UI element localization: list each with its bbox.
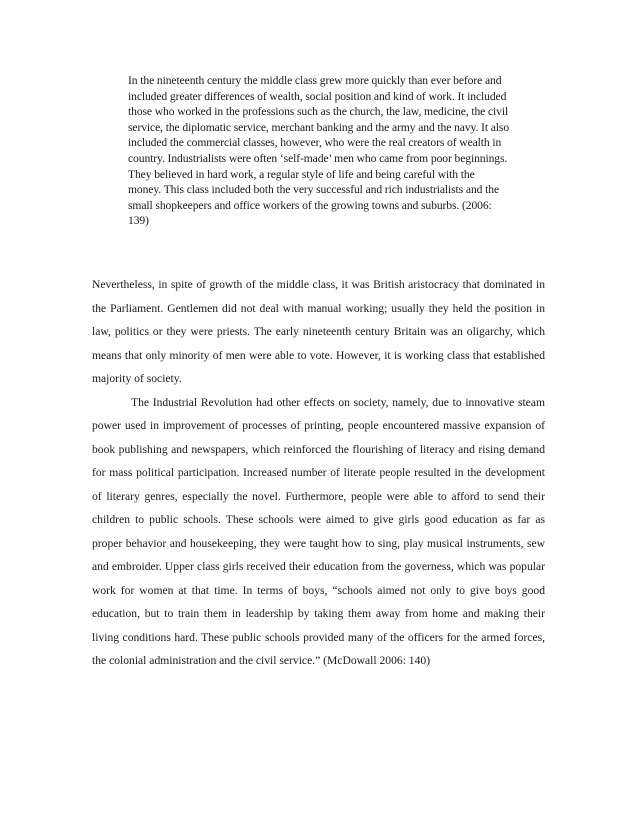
paragraph-industrial-revolution: The Industrial Revolution had other effects on society, namely, due to innovative steam power used in improvement of processes of printing, people encountered massive expansion of book publishing and newspapers, which reinforced the flourishing of literacy and rising demand for mass political participation. Increased number of literate people resulted in the development of literary genres, especially the novel. Furthermore, people were able to afford to send their children to public schools. These schools were aimed to give girls good education as far as proper behavior and housekeeping, they were taught how to sing, play musical instruments, sew and embroider. Upper class girls received their education from the governess, which was popular work for women at that time. In terms of boys, “schools aimed not only to give boys good education, but to train them in leadership by taking them away from home and making their living conditions hard. These public schools provided many of the officers for the armed forces, the colonial administration and the civil service.” (McDowall 2006: 140) (92, 395, 545, 667)
block-quote: In the nineteenth century the middle class grew more quickly than ever before and included greater differences of wealth, social position and kind of work. It included those who worked in the professions such as the church, the law, medicine, the civil service, the diplomatic service, merchant banking and the army and the navy. It also included the commercial classes, however, who were the real creators of wealth in country. Industrialists were often ‘self-made’ men who came from poor beginnings. They believed in hard work, a regular style of life and being careful with the money. This class included both the very successful and rich industrialists and the small shopkeepers and office workers of the growing towns and suburbs. (2006: 139) (128, 74, 510, 228)
paragraph-aristocracy: Nevertheless, in spite of growth of the middle class, it was British aristocracy that dominated in the Parliament. Gentlemen did not deal with manual working; usually they held the position in law, politics or they were priests. The early nineteenth century Britain was an oligarchy, which means that only minority of men were able to vote. However, it is working class that established majority of society. (92, 278, 545, 385)
body-text (92, 273, 545, 673)
